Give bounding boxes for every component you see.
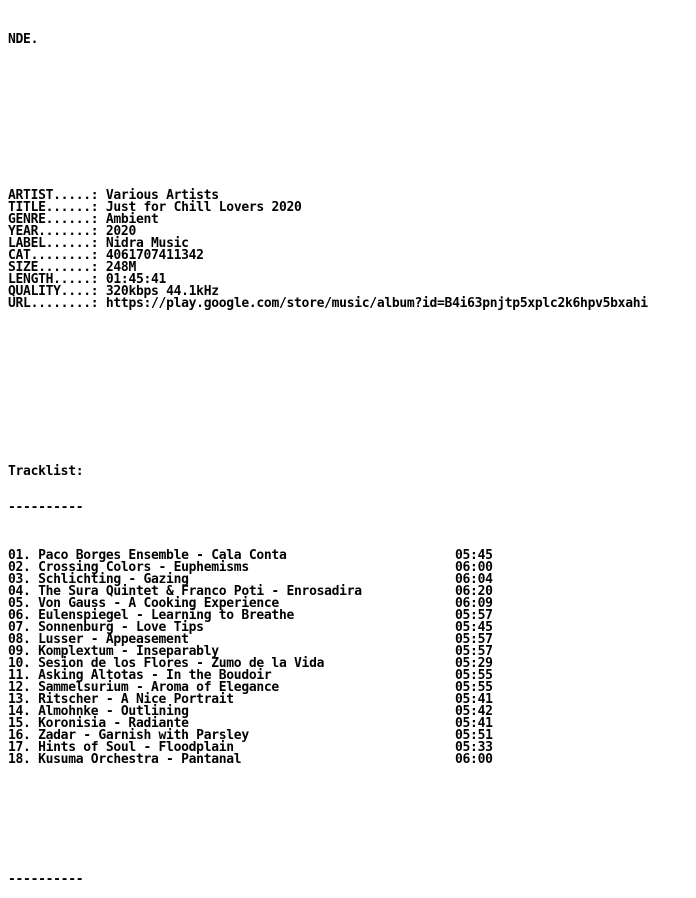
- track-row: [8, 610, 648, 622]
- track-duration: 05:57: [455, 644, 493, 659]
- track-duration: 06:00: [455, 752, 493, 767]
- track-row: [8, 658, 648, 670]
- track-title: 02. Crossing Colors - Euphemisms: [8, 560, 249, 575]
- track-duration: 05:55: [455, 668, 493, 683]
- track-duration: 05:42: [455, 704, 493, 719]
- info-value: Nidra Music: [105, 236, 189, 251]
- release-info-block: [8, 190, 648, 310]
- info-value: 01:45:41: [105, 272, 167, 287]
- track-row: [8, 574, 648, 586]
- track-duration: 05:51: [455, 728, 493, 743]
- track-title: 03. Schlichting - Gazing: [8, 572, 189, 587]
- track-row: [8, 694, 648, 706]
- info-value: 4061707411342: [105, 248, 204, 263]
- info-key: LABEL......:: [8, 236, 99, 251]
- blank-line: [8, 418, 648, 430]
- track-title: 10. Sesion de los Flores - Zumo de la Vida: [8, 656, 325, 671]
- blank-line: [8, 382, 648, 394]
- track-duration: 06:00: [455, 560, 493, 575]
- info-key: URL........:: [8, 296, 99, 311]
- info-key: TITLE......:: [8, 200, 99, 215]
- tracklist: [8, 550, 648, 766]
- info-key: ARTIST.....:: [8, 188, 99, 203]
- track-title: 14. Almohnke - Outlining: [8, 704, 189, 719]
- track-row: [8, 550, 648, 562]
- track-duration: 05:41: [455, 716, 493, 731]
- info-key: YEAR.......:: [8, 224, 99, 239]
- track-row: [8, 634, 648, 646]
- release-group-header: NDE.: [8, 32, 39, 47]
- track-title: 05. Von Gauss - A Cooking Experience: [8, 596, 279, 611]
- track-row: [8, 562, 648, 574]
- track-title: 15. Koronisia - Radiante: [8, 716, 189, 731]
- track-duration: 05:45: [455, 620, 493, 635]
- info-key: CAT........:: [8, 248, 99, 263]
- track-duration: 05:33: [455, 740, 493, 755]
- info-row: [8, 298, 648, 310]
- blank-line: [8, 346, 648, 358]
- track-duration: 05:41: [455, 692, 493, 707]
- track-row: [8, 598, 648, 610]
- info-value: Various Artists: [105, 188, 219, 203]
- blank-line: [8, 142, 648, 154]
- info-value: Just for Chill Lovers 2020: [105, 200, 302, 215]
- info-key: QUALITY....:: [8, 284, 99, 299]
- track-duration: 06:09: [455, 596, 493, 611]
- nfo-document: [8, 10, 648, 898]
- track-duration: 05:45: [455, 548, 493, 563]
- track-row: [8, 646, 648, 658]
- tracklist-divider: ----------: [8, 500, 84, 515]
- info-key: SIZE.......:: [8, 260, 99, 275]
- track-row: [8, 742, 648, 754]
- track-row: [8, 706, 648, 718]
- info-value: 2020: [105, 224, 136, 239]
- info-value: Ambient: [105, 212, 159, 227]
- track-row: [8, 622, 648, 634]
- track-row: [8, 586, 648, 598]
- info-value: 320kbps 44.1kHz: [105, 284, 219, 299]
- track-title: 13. Ritscher - A Nice Portrait: [8, 692, 234, 707]
- track-title: 04. The Sura Quintet & Franco Poti - Enrosadira: [8, 584, 362, 599]
- tracklist-heading: Tracklist:: [8, 464, 84, 479]
- blank-line: [8, 838, 648, 850]
- info-value: 248M: [105, 260, 136, 275]
- track-title: 16. Zadar - Garnish with Parsley: [8, 728, 249, 743]
- track-row: [8, 670, 648, 682]
- track-duration: 05:57: [455, 632, 493, 647]
- track-title: 11. Asking Altotas - In the Boudoir: [8, 668, 272, 683]
- blank-line: [8, 70, 648, 82]
- info-value: https://play.google.com/store/music/album?id=B4i63pnjtp5xplc2k6hpv5bxahi: [105, 296, 648, 311]
- track-duration: 05:55: [455, 680, 493, 695]
- blank-line: [8, 106, 648, 118]
- track-row: [8, 754, 648, 766]
- info-key: LENGTH.....:: [8, 272, 99, 287]
- blank-line: [8, 802, 648, 814]
- track-title: 01. Paco Borges Ensemble - Cala Conta: [8, 548, 287, 563]
- footer-divider: ----------: [8, 872, 84, 887]
- track-title: 08. Lusser - Appeasement: [8, 632, 189, 647]
- track-title: 09. Komplextum - Inseparably: [8, 644, 219, 659]
- info-key: GENRE......:: [8, 212, 99, 227]
- track-duration: 06:20: [455, 584, 493, 599]
- track-duration: 05:29: [455, 656, 493, 671]
- track-title: 06. Eulenspiegel - Learning to Breathe: [8, 608, 295, 623]
- track-row: [8, 718, 648, 730]
- track-title: 07. Sonnenburg - Love Tips: [8, 620, 204, 635]
- track-title: 17. Hints of Soul - Floodplain: [8, 740, 234, 755]
- track-duration: 05:57: [455, 608, 493, 623]
- track-title: 18. Kusuma Orchestra - Pantanal: [8, 752, 242, 767]
- track-row: [8, 682, 648, 694]
- track-title: 12. Sammelsurium - Aroma of Elegance: [8, 680, 279, 695]
- track-duration: 06:04: [455, 572, 493, 587]
- track-row: [8, 730, 648, 742]
